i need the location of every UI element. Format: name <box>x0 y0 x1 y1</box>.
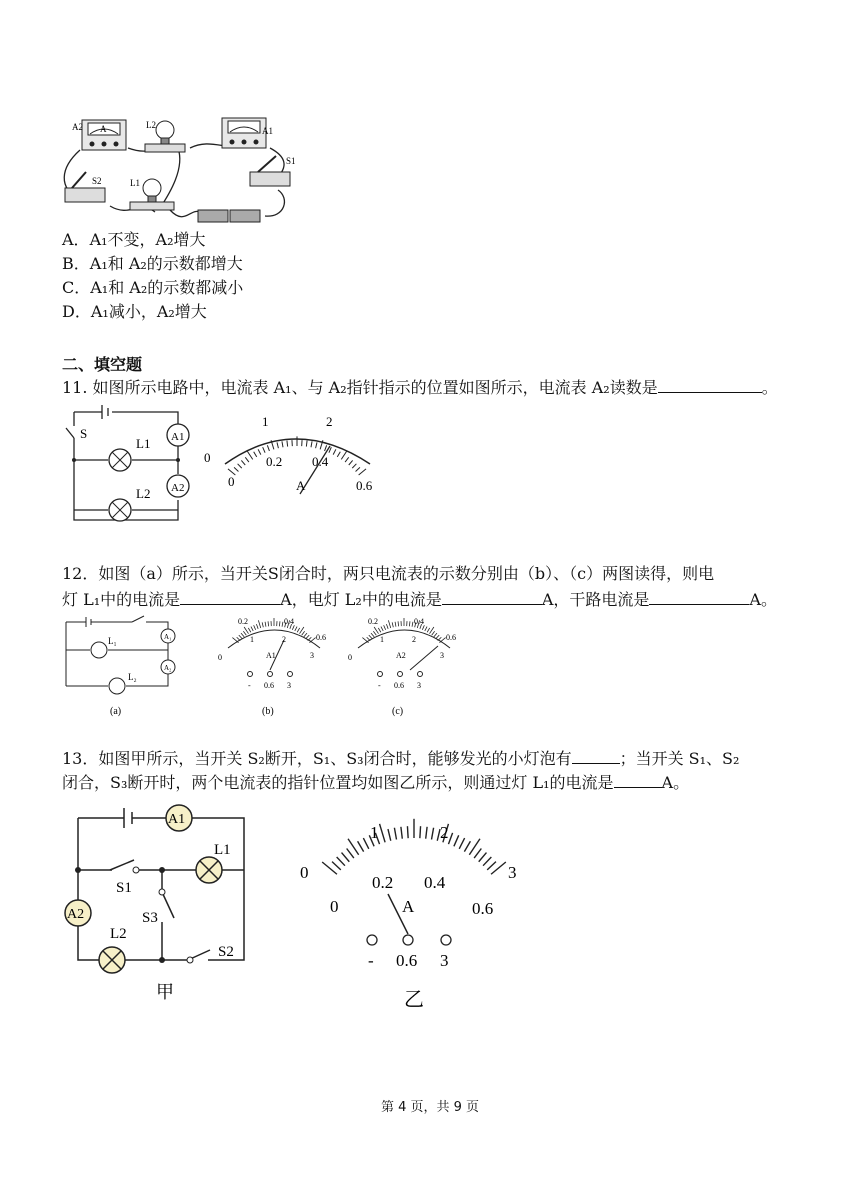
dial-tick <box>386 624 388 629</box>
svg-text:L1: L1 <box>130 178 140 188</box>
q12-figure-a-circuit <box>62 614 184 720</box>
dial-tick <box>251 627 253 631</box>
dial-tick <box>258 449 261 454</box>
dial-tick <box>239 635 242 639</box>
dial-tick <box>474 849 481 859</box>
dial-tick <box>333 449 336 454</box>
q10-options <box>62 228 243 324</box>
svg-text:(b): (b) <box>262 706 274 717</box>
dial-tick <box>392 622 393 627</box>
dial-tick <box>295 627 297 631</box>
svg-text:0.4: 0.4 <box>312 454 329 469</box>
svg-text:2: 2 <box>282 635 286 644</box>
svg-text:0: 0 <box>300 863 309 882</box>
dial-tick <box>459 838 464 849</box>
dial-tick <box>282 622 283 627</box>
dial-tick <box>363 838 368 849</box>
dial-tick <box>237 637 241 640</box>
dial-tick <box>337 452 340 457</box>
dial-tick <box>279 621 280 626</box>
dial-tick <box>263 447 265 453</box>
svg-text:0.6: 0.6 <box>472 899 494 918</box>
svg-text:-: - <box>248 681 251 690</box>
svg-text:0.6: 0.6 <box>264 681 274 690</box>
q11-circuit-diagram <box>60 402 210 528</box>
svg-text:0: 0 <box>348 653 352 662</box>
svg-text:0.4: 0.4 <box>284 617 294 626</box>
svg-text:乙: 乙 <box>404 989 424 1011</box>
svg-text:1: 1 <box>262 414 269 429</box>
dial-tick <box>426 827 427 839</box>
q11-lamp-l1 <box>109 449 131 471</box>
q10-battery <box>198 210 260 222</box>
dial-tick <box>254 452 257 457</box>
q11-answer-blank[interactable] <box>658 377 762 393</box>
svg-text:L2: L2 <box>146 120 156 130</box>
dial-tick <box>277 442 278 448</box>
dial-tick <box>427 628 430 632</box>
q13-lamp-l1 <box>196 857 222 883</box>
svg-text:2: 2 <box>412 635 416 644</box>
dial-tick <box>247 451 252 459</box>
q11-question-text: 11. 如图所示电路中，电流表 A₁、与 A₂指针指示的位置如图所示，电流表 A₂读数是 。 <box>62 378 778 397</box>
svg-text:0.6: 0.6 <box>356 478 373 493</box>
svg-text:3: 3 <box>508 863 517 882</box>
dial-tick <box>388 829 391 841</box>
q12-figure-c-ammeter <box>340 612 470 722</box>
dial-tick <box>432 631 435 635</box>
dial-tick <box>401 827 402 839</box>
svg-text:0.6: 0.6 <box>446 633 456 642</box>
dial-tick <box>373 631 376 635</box>
svg-text:S1: S1 <box>116 880 132 896</box>
dial-tick <box>245 457 249 462</box>
dial-tick <box>337 857 345 866</box>
svg-text:0.6: 0.6 <box>396 951 418 970</box>
svg-text:L₁: L₁ <box>108 636 117 646</box>
svg-text:S2: S2 <box>218 944 234 960</box>
svg-text:2: 2 <box>326 414 333 429</box>
svg-text:S2: S2 <box>92 176 102 186</box>
dial-tick <box>398 621 399 626</box>
svg-text:L1: L1 <box>136 436 151 451</box>
dial-tick <box>332 862 341 870</box>
svg-text:S3: S3 <box>142 910 158 926</box>
dial-tick <box>409 621 410 626</box>
svg-text:A2: A2 <box>67 907 85 922</box>
dial-tick <box>407 826 408 838</box>
dial-tick <box>306 441 307 447</box>
q11-lamp-l2 <box>109 499 131 521</box>
dial-tick <box>436 635 439 639</box>
dial-tick <box>378 628 381 632</box>
svg-text:0: 0 <box>228 474 235 489</box>
svg-text:0.2: 0.2 <box>372 873 394 892</box>
svg-text:1: 1 <box>250 635 254 644</box>
svg-text:0: 0 <box>204 450 211 465</box>
svg-text:3: 3 <box>310 651 314 660</box>
svg-text:-: - <box>368 951 374 970</box>
dial-tick <box>356 467 360 471</box>
dial-tick <box>434 633 437 637</box>
svg-text:S1: S1 <box>286 156 296 166</box>
svg-text:A1: A1 <box>168 812 186 827</box>
dial-tick <box>241 633 244 637</box>
dial-tick <box>256 624 258 629</box>
dial-tick <box>425 627 427 631</box>
q10-ammeter-a1 <box>222 118 266 148</box>
dial-tick <box>369 635 372 639</box>
svg-text:0.2: 0.2 <box>238 617 248 626</box>
dial-tick <box>394 828 396 840</box>
svg-text:S: S <box>80 426 88 441</box>
dial-tick <box>306 635 309 639</box>
dial-tick <box>358 841 364 851</box>
svg-text:A2: A2 <box>72 122 83 132</box>
dial-tick <box>487 862 496 870</box>
q13-blank-l1-current[interactable] <box>614 772 662 788</box>
q13-figure-yi-ammeter <box>296 816 532 1012</box>
svg-text:3: 3 <box>287 681 291 690</box>
page-footer: 第 4 页，共 9 页 <box>380 1100 480 1115</box>
svg-text:0.6: 0.6 <box>394 681 404 690</box>
q12-question-text: 12．如图（a）所示，当开关S闭合时，两只电流表的示数分别由（b）、（c）两图读得，则电 灯 L₁中的电流是 A，电灯 L₂中的电流是 A，干路电流是 A。 <box>62 564 777 609</box>
svg-text:(c): (c) <box>392 706 404 717</box>
dial-tick <box>248 628 251 632</box>
dial-tick <box>316 442 317 448</box>
svg-text:0.2: 0.2 <box>368 617 378 626</box>
dial-tick <box>262 622 263 627</box>
svg-text:3: 3 <box>417 681 421 690</box>
q10-option-c: C．A₁和 A₂的示数都减小 <box>62 278 244 297</box>
dial-tick <box>349 460 353 465</box>
dial-tick <box>304 633 307 637</box>
svg-text:L1: L1 <box>214 842 231 858</box>
q10-option-d: D．A₁减小，A₂增大 <box>62 302 207 321</box>
dial-tick <box>412 622 413 627</box>
q12-blank-total[interactable] <box>649 589 749 605</box>
svg-text:0.4: 0.4 <box>424 873 446 892</box>
dial-tick <box>347 849 354 859</box>
section-heading-fill-in: 二、填空题 <box>62 355 143 374</box>
dial-tick <box>287 441 288 447</box>
svg-text:3: 3 <box>440 651 444 660</box>
dial-tick <box>241 460 245 465</box>
svg-text:A: A <box>296 478 306 493</box>
svg-text:A1: A1 <box>171 431 185 443</box>
dial-tick <box>384 625 386 630</box>
dial-tick <box>238 464 242 468</box>
svg-text:(a): (a) <box>110 706 122 717</box>
svg-text:1: 1 <box>380 635 384 644</box>
dial-tick <box>371 633 374 637</box>
dial-tick <box>388 620 390 628</box>
dial-tick <box>367 637 371 640</box>
dial-tick <box>454 835 459 846</box>
dial-tick <box>341 451 346 459</box>
svg-text:A: A <box>100 124 107 134</box>
dial-tick <box>268 621 269 626</box>
svg-text:3: 3 <box>440 951 449 970</box>
q13-figure-jia-circuit <box>62 800 262 1000</box>
q13-question-text: 13．如图甲所示，当开关 S₂断开，S₁、S₃闭合时，能够发光的小灯泡有 ；当开关 S₁、S₂ 闭合，S₃断开时，两个电流表的指针位置均如图乙所示，则通过灯 L₁的电流是 A。 <box>62 749 740 792</box>
svg-text:0.4: 0.4 <box>414 617 424 626</box>
svg-text:0.6: 0.6 <box>316 633 326 642</box>
q12-figure-b-ammeter <box>210 612 340 722</box>
q10-option-b: B．A₁和 A₂的示数都增大 <box>62 254 243 273</box>
dial-tick <box>243 631 246 635</box>
dial-tick <box>254 625 256 630</box>
q12-blank-l2[interactable] <box>442 589 542 605</box>
q13-lamp-l2 <box>99 947 125 973</box>
dial-tick <box>359 469 366 475</box>
q11-ammeter-dial <box>200 406 390 516</box>
svg-text:0: 0 <box>218 653 222 662</box>
svg-text:A2: A2 <box>396 651 406 660</box>
svg-text:A₂: A₂ <box>164 664 172 672</box>
dial-tick <box>265 622 266 627</box>
dial-tick <box>311 441 312 447</box>
dial-tick <box>464 841 470 851</box>
dial-tick <box>395 622 396 627</box>
dial-tick <box>345 457 349 462</box>
svg-text:A1: A1 <box>266 651 276 660</box>
svg-text:A1: A1 <box>262 126 273 136</box>
svg-text:甲: 甲 <box>156 982 174 1000</box>
q10-circuit-figure <box>50 108 310 230</box>
svg-text:A: A <box>402 897 415 916</box>
dial-tick <box>381 627 383 631</box>
svg-text:0.2: 0.2 <box>266 454 283 469</box>
svg-text:2: 2 <box>440 823 449 842</box>
svg-text:L₂: L₂ <box>128 672 137 682</box>
dial-tick <box>325 445 327 451</box>
q12-blank-l1[interactable] <box>180 589 280 605</box>
dial-tick <box>380 824 386 842</box>
svg-text:0: 0 <box>330 897 339 916</box>
dial-tick <box>420 826 421 838</box>
dial-tick <box>483 857 491 866</box>
svg-text:-: - <box>378 681 381 690</box>
dial-tick <box>297 628 300 632</box>
dial-tick <box>342 853 350 862</box>
svg-text:L2: L2 <box>110 926 127 942</box>
dial-tick <box>282 441 283 447</box>
dial-tick <box>267 445 269 451</box>
dial-tick <box>479 853 487 862</box>
dial-tick <box>258 620 260 628</box>
dial-tick <box>234 467 238 471</box>
dial-tick <box>432 828 434 840</box>
q10-option-a: A．A₁不变，A₂增大 <box>62 230 206 249</box>
svg-text:1: 1 <box>370 823 379 842</box>
dial-tick <box>302 631 305 635</box>
svg-text:A2: A2 <box>171 482 185 494</box>
dial-tick <box>352 464 356 468</box>
q13-blank-lamps[interactable] <box>572 748 620 764</box>
dial-tick <box>448 833 452 844</box>
svg-text:L2: L2 <box>136 486 151 501</box>
svg-text:A₁: A₁ <box>164 633 172 641</box>
